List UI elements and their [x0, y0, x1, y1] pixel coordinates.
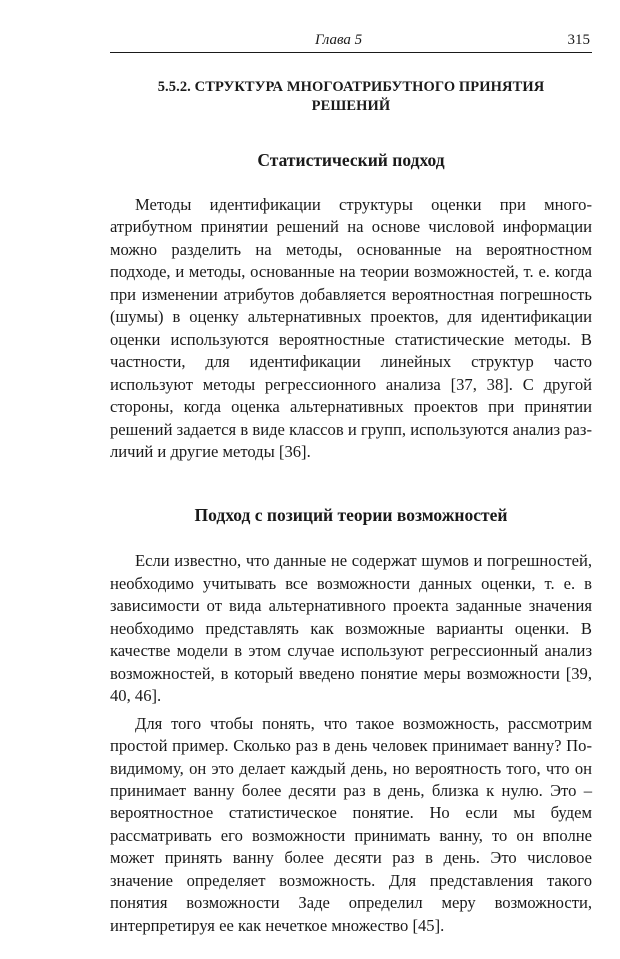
chapter-label: Глава 5 [315, 32, 363, 48]
header-rule [110, 52, 592, 53]
subsection-heading-statistical: Статистический подход [257, 150, 445, 170]
book-page [110, 32, 592, 937]
paragraph-possibility-example: Для того чтобы понять, что такое возможность, рассмотрим простой пример. Сколько раз в день человек принимает ванну? По-видимому, он это делает каждый день, но вероятность того, что он принимает ванну более десяти раз в день, близка к нулю. Это – вероятностное статистическое понятие. Но если мы будем рассматривать его возможности принимать ванну, то он вполне может принять ванну более десяти раз в день. Это числовое значение определяет возможность. Для представления такого понятия возможности Заде определил меру возможности, интерпретируя ее как нечеткое множество [45]. [110, 713, 592, 935]
section-title [110, 78, 592, 116]
page-number: 315 [567, 32, 590, 48]
section-title-line-1: 5.5.2. СТРУКТУРА МНОГОАТРИБУТНОГО ПРИНЯТИЯ [157, 79, 545, 95]
subsection-heading-possibility-theory: Подход с позиций теории возможностей [194, 505, 508, 526]
paragraph-statistical-approach: Методы идентификации структуры оценки при многоатрибутном принятии решений на основе числовой информации можно разделить на методы, основанные на вероятностном подходе, и методы, основанные на теории возможностей, т. е. когда при изменении атрибутов добавляется вероятностная погрешность (шумы) в оценку альтернативных проектов, для идентификации оценки используются вероятностные статистические методы. В частности, для идентификации линейных структур часто используют методы регрессионного анализа [37, 38]. С другой стороны, когда оценка альтернативных проектов при принятии решений задается в виде классов и групп, используются анализ различий и другие методы [36]. [110, 195, 592, 461]
paragraph-possibility-approach: Если известно, что данные не содержат шумов и погрешностей, необходимо учитывать все возможности данных оценки, т. е. в зависимости от вида альтернативного проекта заданные значения необходимо представлять как возможные варианты оценки. В качестве модели в этом случае используют регрессионный анализ возможностей, в который введено понятие меры возможности [39, 40, 46]. [110, 551, 592, 706]
running-header [110, 32, 592, 52]
section-title-line-2: РЕШЕНИЙ [311, 98, 391, 114]
